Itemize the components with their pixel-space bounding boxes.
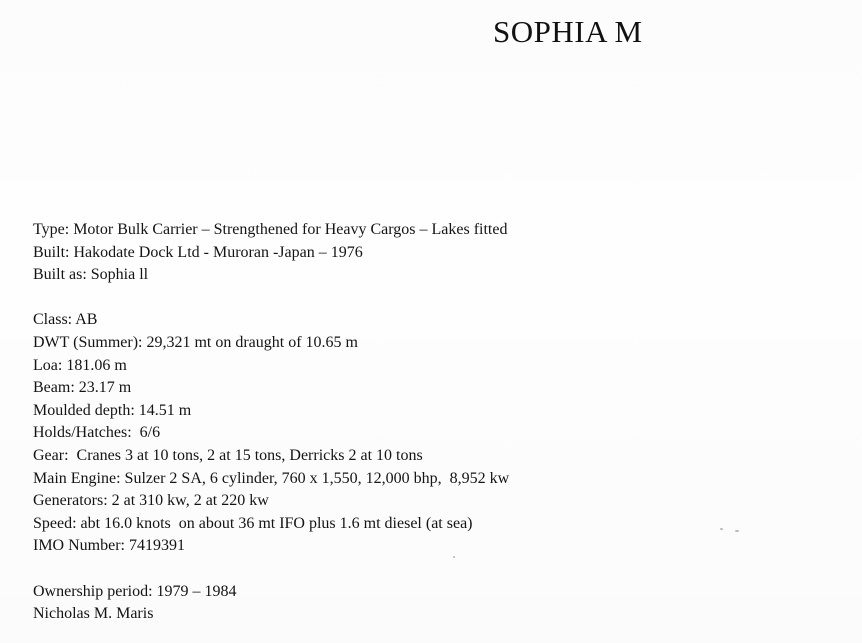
scan-speck xyxy=(735,530,739,532)
spec-speed: Speed: abt 16.0 knots on about 36 mt IFO plus 1.6 mt diesel (at sea) xyxy=(33,514,473,532)
spec-dwt: DWT (Summer): 29,321 mt on draught of 10.65 m xyxy=(33,333,358,351)
spec-loa: Loa: 181.06 m xyxy=(33,356,127,374)
specifications-block xyxy=(33,219,509,626)
scan-speck xyxy=(453,556,455,558)
spec-built: Built: Hakodate Dock Ltd - Muroran -Japan – 1976 xyxy=(33,243,363,261)
ship-name-title: SOPHIA M xyxy=(493,14,643,49)
owner-name: Nicholas M. Maris xyxy=(33,605,154,623)
spec-class: Class: AB xyxy=(33,311,98,329)
spec-gear: Gear: Cranes 3 at 10 tons, 2 at 15 tons, Derricks 2 at 10 tons xyxy=(33,446,423,464)
spacer xyxy=(33,287,509,310)
scan-speck xyxy=(720,528,723,530)
spec-generators: Generators: 2 at 310 kw, 2 at 220 kw xyxy=(33,492,269,510)
ownership-period: Ownership period: 1979 – 1984 xyxy=(33,582,237,600)
spec-type: Type: Motor Bulk Carrier – Strengthened for Heavy Cargos – Lakes fitted xyxy=(33,221,508,238)
spacer xyxy=(33,558,509,581)
spec-built-as: Built as: Sophia ll xyxy=(33,266,149,284)
spec-beam: Beam: 23.17 m xyxy=(33,379,132,397)
spec-holds-hatches: Holds/Hatches: 6/6 xyxy=(33,424,161,442)
spec-main-engine: Main Engine: Sulzer 2 SA, 6 cylinder, 760 x 1,550, 12,000 bhp, 8,952 kw xyxy=(33,469,510,487)
spec-moulded-depth: Moulded depth: 14.51 m xyxy=(33,401,192,419)
spec-imo-number: IMO Number: 7419391 xyxy=(33,537,185,555)
